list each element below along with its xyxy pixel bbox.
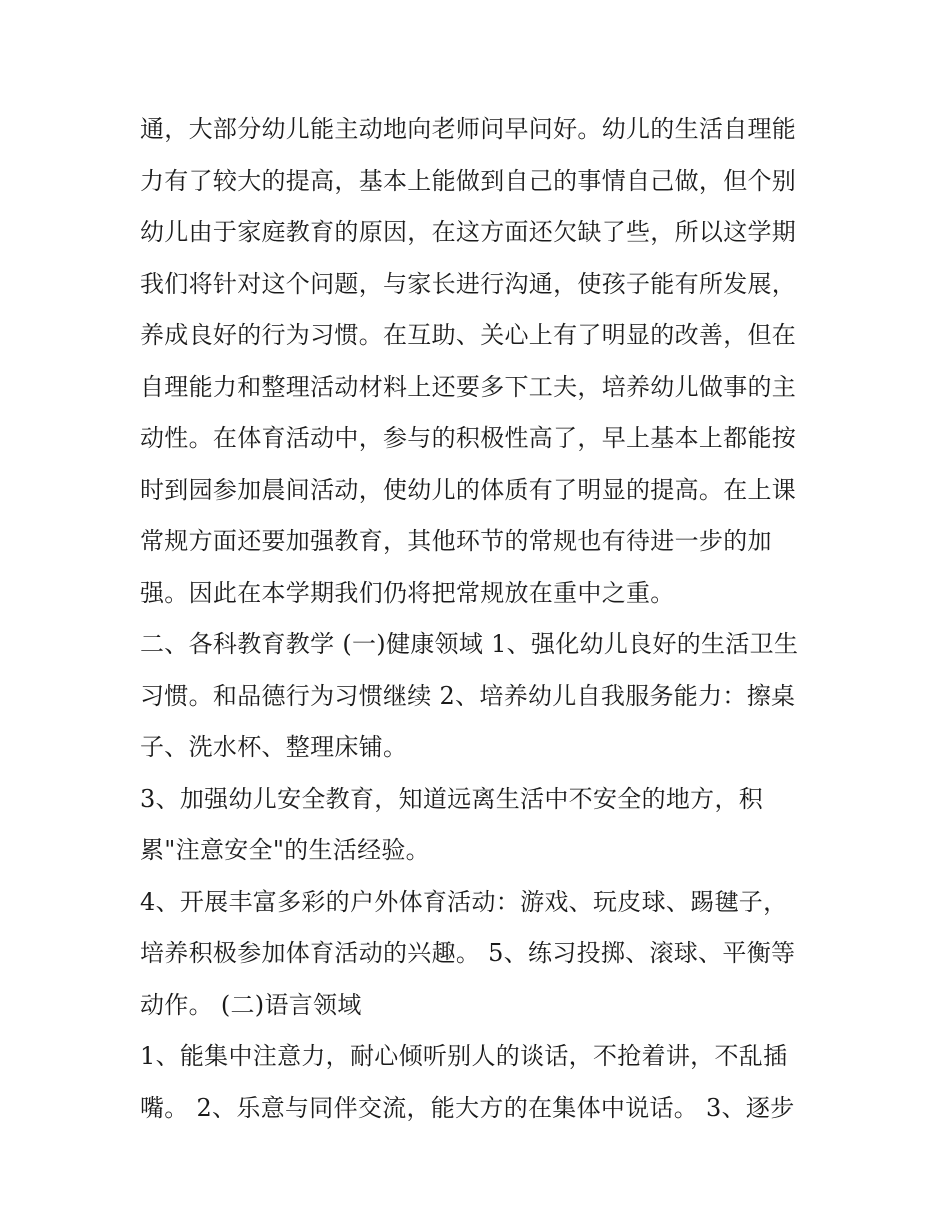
text-line: 幼儿由于家庭教育的原因，在这方面还欠缺了些，所以这学期 — [140, 218, 797, 246]
text-line: 通，大部分幼儿能主动地向老师问早问好。幼儿的生活自理能 — [140, 115, 797, 143]
document-body — [140, 104, 820, 1134]
list-item-line: 1、能集中注意力，耐心倾听别人的谈话，不抢着讲，不乱插 — [140, 1042, 788, 1070]
text-line: 累"注意安全"的生活经验。 — [140, 836, 430, 864]
text-line: 养成良好的行为习惯。在互助、关心上有了明显的改善，但在 — [140, 321, 797, 349]
text-line: 强。因此在本学期我们仍将把常规放在重中之重。 — [140, 578, 675, 607]
text-line: 自理能力和整理活动材料上还要多下工夫，培养幼儿做事的主 — [140, 372, 797, 401]
text-line: 时到园参加晨间活动，使幼儿的体质有了明显的提高。在上课 — [140, 475, 797, 504]
text-line: 习惯。和品德行为习惯继续 2、培养幼儿自我服务能力：擦桌 — [140, 681, 796, 710]
text-line: 动作。 (二)语言领域 — [140, 990, 362, 1019]
text-line: 子、洗水杯、整理床铺。 — [140, 733, 408, 761]
list-item-line: 4、开展丰富多彩的户外体育活动：游戏、玩皮球、踢毽子， — [140, 887, 788, 916]
text-line: 常规方面还要加强教育，其他环节的常规也有待进一步的加 — [140, 527, 772, 555]
list-item-line: 3、加强幼儿安全教育，知道远离生活中不安全的地方，积 — [140, 784, 764, 813]
text-line: 动性。在体育活动中，参与的积极性高了，早上基本上都能按 — [140, 424, 797, 452]
text-line: 嘴。 2、乐意与同伴交流，能大方的在集体中说话。 3、逐步 — [140, 1093, 795, 1122]
text-line: 我们将针对这个问题，与家长进行沟通，使孩子能有所发展， — [140, 269, 797, 298]
text-line: 培养积极参加体育活动的兴趣。 5、练习投掷、滚球、平衡等 — [140, 939, 796, 967]
text-line: 力有了较大的提高，基本上能做到自己的事情自己做，但个别 — [140, 166, 797, 195]
section-heading-line: 二、各科教育教学 (一)健康领域 1、强化幼儿良好的生活卫生 — [140, 630, 799, 658]
